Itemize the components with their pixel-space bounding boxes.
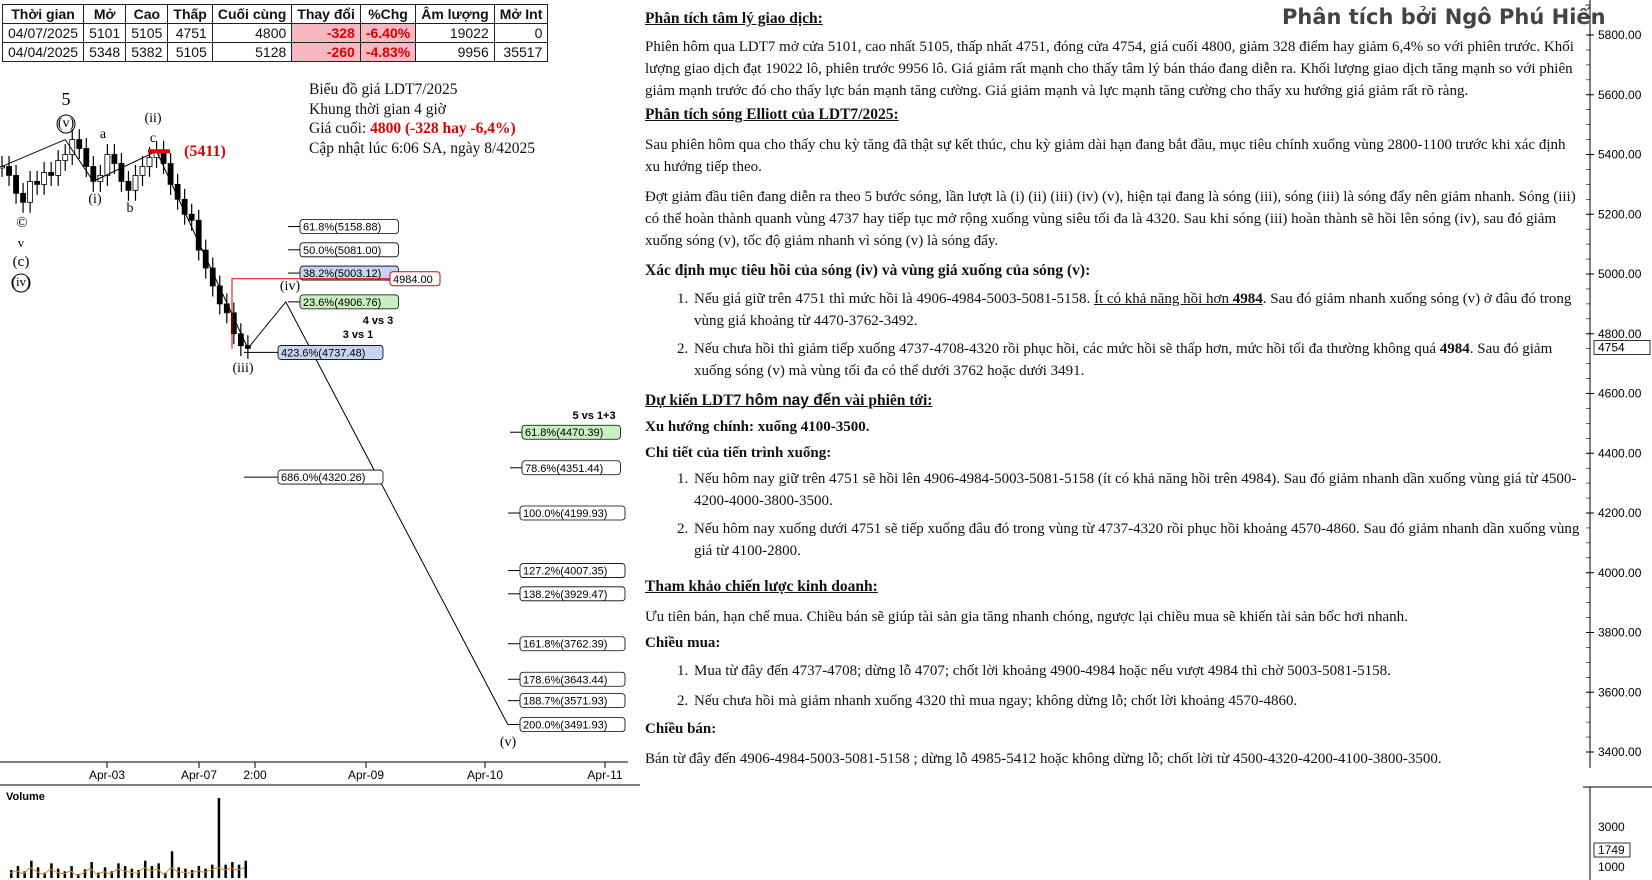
section-title-targets: Xác định mục tiêu hồi của sóng (iv) và vùng giá xuống của sóng (v): <box>645 262 1091 279</box>
fib-label: 200.0%(3491.93) <box>523 719 608 732</box>
chart-last-price <box>309 119 535 139</box>
table-cell: 5105 <box>168 43 212 62</box>
table-cell: 35517 <box>494 43 548 62</box>
fib-label: 38.2%(5003.12) <box>303 268 382 281</box>
sell-heading: Chiều bán: <box>645 721 717 737</box>
col-header: Âm lượng <box>416 5 495 24</box>
wave-label: 5 <box>61 89 71 109</box>
chart-title: Biểu đồ giá LDT7/2025 <box>309 81 458 98</box>
wave-label: (i) <box>88 192 102 207</box>
author-title: Phân tích bởi Ngô Phú Hiển <box>1282 5 1606 29</box>
y-tick-label: 5800.00 <box>1598 28 1642 42</box>
list-item <box>692 338 1580 382</box>
forecast-title-part: Dự kiến LDT7 <box>645 392 746 409</box>
col-header: Cao <box>126 5 168 24</box>
y-tick-label: 3400.00 <box>1598 745 1642 759</box>
fib-label: 127.2%(4007.35) <box>523 565 608 578</box>
list-item-text: 4984 <box>1232 291 1263 307</box>
x-tick-label: Apr-03 <box>88 768 126 782</box>
fib-label: 686.0%(4320.26) <box>281 472 366 485</box>
y-tick-label: 3800.00 <box>1598 625 1642 640</box>
section-title-forecast <box>645 390 1580 412</box>
y-tick-label: 4600.00 <box>1598 386 1642 401</box>
fib-label: 100.0%(4199.93) <box>523 508 608 521</box>
list-item: 1. Nếu hôm nay giữ trên 4751 sẽ hồi lên 4906-4984-5003-5081-5158 (ít có khả năng hồi trên 4984). Sau đó giảm nhanh dần xuống vùng giá từ 4500-4200-4000-3800-3500. <box>692 468 1580 512</box>
col-header: Mở <box>84 5 126 24</box>
wave-label: (v) <box>57 116 75 131</box>
chart-timeframe: Khung thời gian 4 giờ <box>309 100 446 118</box>
col-header: Thay đổi <box>292 5 361 24</box>
x-tick-label: Apr-09 <box>347 768 385 782</box>
elliott-paragraph-1: Sau phiên hôm qua cho thấy chu kỳ tăng đã thật sự kết thúc, chu kỳ giảm dài hạn đang bắt đầu, mục tiêu chính xuống vùng 2800-1100 trước khi xác định xu hướng tiếp theo. <box>645 137 1566 175</box>
list-item <box>692 288 1580 332</box>
resistance-label: 4984.00 <box>393 273 433 286</box>
wave-label: (v) <box>499 735 517 750</box>
wave-label: (ii) <box>144 111 162 126</box>
last-price-tag-label: 4754 <box>1598 340 1625 355</box>
forecast-list <box>645 468 1580 562</box>
table-cell: 19022 <box>416 24 495 43</box>
y-tick-label: 4400.00 <box>1598 446 1642 461</box>
volume-last-tag-label: 1749 <box>1598 843 1625 857</box>
last-price-value: 4800 (-328 hay -6,4%) <box>370 120 516 137</box>
detail-heading: Chi tiết của tiến trình xuống: <box>645 445 832 461</box>
table-cell: 04/04/2025 <box>3 43 84 62</box>
section-title-elliott: Phân tích sóng Elliott của LDT7/2025: <box>645 106 899 123</box>
psychology-paragraph: Phiên hôm qua LDT7 mở cửa 5101, cao nhất 5105, thấp nhất 4751, đóng cửa 4754, giá cuối 4800, giảm 328 điểm hay giảm 6,4% so với phiên trước. Khối lượng giao dịch đạt 19022 lô, phiên trước 9956 lô. Giá giảm rất mạnh cho thấy tâm lý bán tháo đang diễn ra. Khối lượng giao dịch tăng mạnh so với phiên giảm mạnh trước đó cho thấy lực bán mạnh tăng cường. Giá giảm mạnh và lực mạnh tăng cường cho thấy xu hướng giá giảm rất rõ ràng. <box>645 39 1574 99</box>
wave-label: (iv) <box>279 279 301 294</box>
wave-label: (iv) <box>11 274 31 289</box>
fib-label: 188.7%(3571.93) <box>523 695 608 708</box>
wave-label: a <box>99 127 107 142</box>
table-cell: 04/07/2025 <box>3 24 84 43</box>
list-item-text: Nếu chưa hồi thì giảm tiếp xuống 4737-4708-4320 rồi phục hồi, các mức hồi sẽ thấp hơn, mức hồi tối đa thường không quá <box>694 341 1440 357</box>
col-header: Thấp <box>168 5 212 24</box>
table-cell: 4751 <box>168 24 212 43</box>
fib-label: 78.6%(4351.44) <box>525 462 604 475</box>
y-tick-label: 3600.00 <box>1598 685 1642 700</box>
fib-label: 138.2%(3929.47) <box>523 588 608 601</box>
list-item: 2. Nếu hôm nay xuống dưới 4751 sẽ tiếp xuống đâu đó trong vùng từ 4737-4320 rồi phục hồi khoảng 4570-4860. Sau đó giảm nhanh dần xuống vùng giá từ 4100-2800. <box>692 518 1580 562</box>
list-item: 1. Mua từ đây đến 4737-4708; dừng lỗ 4707; chốt lời khoảng 4900-4984 hoặc nếu vượt 4984 thì chờ 5003-5081-5158. <box>692 660 1580 682</box>
col-header: Thời gian <box>3 5 84 24</box>
list-item-text: Ít có khả năng hồi hơn <box>1093 291 1233 307</box>
main-trend: Xu hướng chính: xuống 4100-3500. <box>645 419 870 435</box>
table-cell: -260 <box>292 43 361 62</box>
y-tick-label: 5600.00 <box>1598 87 1642 102</box>
buy-heading: Chiều mua: <box>645 635 721 651</box>
x-tick-label: Apr-10 <box>466 768 504 782</box>
wave-label: (c) <box>12 254 30 270</box>
x-tick-label: 2:00 <box>243 768 267 782</box>
y-tick-label: 5000.00 <box>1598 267 1642 281</box>
volume-tick-label: 1000 <box>1598 860 1625 874</box>
forecast-title-part: hôm nay đến <box>745 392 841 409</box>
x-tick-label: Apr-11 <box>587 768 623 782</box>
list-item: 2. Nếu chưa hồi mà giảm nhanh xuống 4320 thì mua ngay; không dừng lỗ; chốt lời khoảng 4570-4860. <box>692 690 1580 712</box>
targets-list <box>645 288 1580 382</box>
fib-label: 178.6%(3643.44) <box>523 674 608 687</box>
table-cell: 4800 <box>212 24 291 43</box>
last-price-label: Giá cuối: <box>309 120 367 137</box>
wave-label: © <box>16 215 28 231</box>
y-tick-label: 4800.00 <box>1598 326 1642 341</box>
target-label: (5411) <box>184 143 226 161</box>
table-cell: -4.83% <box>360 43 415 62</box>
analysis-panel <box>645 8 1580 770</box>
list-item-text: 4984 <box>1439 341 1470 357</box>
strategy-paragraph: Ưu tiên bán, hạn chế mua. Chiều bán sẽ giúp tài sản gia tăng nhanh chóng, ngược lại chiều mua sẽ khiến tài sản bốc hơi nhanh. <box>645 609 1408 625</box>
list-item-text: Nếu giá giữ trên 4751 thì mức hồi là 4906-4984-5003-5081-5158. <box>694 291 1094 307</box>
ratio-label: 4 vs 3 <box>362 315 394 327</box>
x-tick-label: Apr-07 <box>180 768 218 782</box>
list-item-text: . Sau đó giảm xuống sóng (v) mà vùng tối đa có thể dưới 3762 hoặc dưới 3491. <box>694 341 1553 379</box>
section-title-strategy: Tham khảo chiến lược kinh doanh: <box>645 578 878 595</box>
table-cell: -6.40% <box>360 24 415 43</box>
sell-paragraph: Bán từ đây đến 4906-4984-5003-5081-5158 ; dừng lỗ 4985-5412 hoặc không dừng lỗ; chốt lời từ 4500-4320-4200-4100-3800-3500. <box>645 751 1442 767</box>
col-header: Mở Int <box>494 5 548 24</box>
wave-label: (iii) <box>232 361 254 376</box>
fib-label: 23.6%(4906.76) <box>303 296 382 309</box>
table-cell: 5105 <box>126 24 168 43</box>
chart-updated: Cập nhật lúc 6:06 SA, ngày 8/42025 <box>309 139 536 157</box>
table-cell: 5382 <box>126 43 168 62</box>
elliott-paragraph-2: Đợt giảm đầu tiên đang diễn ra theo 5 bước sóng, lần lượt là (i) (ii) (iii) (iv) (v), hiện tại đang là sóng (iii), sóng (iii) là sóng đẩy nên giảm nhanh. Sóng (iii) có thể hoàn thành quanh vùng 4737 hay tiếp tục mở rộng xuống vùng siêu tối đa là 4320. Sau khi sóng (iii) hoàn thành sẽ hồi lên sóng (iv), sau đó giảm xuống sóng (v), tốc độ giảm nhanh vì sóng (v) là sóng đẩy. <box>645 189 1576 249</box>
y-tick-label: 5400.00 <box>1598 147 1642 162</box>
section-title-psychology: Phân tích tâm lý giao dịch: <box>645 10 823 27</box>
col-header: Cuối cùng <box>212 5 291 24</box>
fib-label: 61.8%(4470.39) <box>525 427 604 440</box>
chart-info <box>309 80 535 158</box>
table-cell: 5128 <box>212 43 291 62</box>
y-tick-label: 4200.00 <box>1598 506 1642 520</box>
list-item-text: . Sau đó giảm nhanh xuống sóng (v) ở đâu đó trong vùng giá khoảng từ 4470-3762-3492. <box>694 291 1572 329</box>
forecast-title-part: vài phiên tới: <box>840 392 933 409</box>
buy-list <box>645 660 1580 712</box>
volume-tick-label: 3000 <box>1598 820 1625 834</box>
table-cell: 5101 <box>84 24 126 43</box>
table-cell: 9956 <box>416 43 495 62</box>
y-tick-label: 5200.00 <box>1598 207 1642 222</box>
table-cell: -328 <box>292 24 361 43</box>
fib-label: 50.0%(5081.00) <box>303 244 382 257</box>
col-header: %Chg <box>360 5 415 24</box>
volume-label: Volume <box>6 791 45 803</box>
table-cell: 0 <box>494 24 548 43</box>
table-cell: 5348 <box>84 43 126 62</box>
ratio-label: 5 vs 1+3 <box>572 410 616 422</box>
fib-label: 61.8%(5158.88) <box>303 221 382 234</box>
y-tick-label: 4000.00 <box>1598 565 1642 580</box>
wave-label: v <box>17 235 25 250</box>
wave-label: c <box>149 131 157 146</box>
fib-label: 423.6%(4737.48) <box>281 347 366 360</box>
wave-label: b <box>126 201 134 216</box>
fib-label: 161.8%(3762.39) <box>523 638 608 651</box>
ratio-label: 3 vs 1 <box>342 329 374 341</box>
